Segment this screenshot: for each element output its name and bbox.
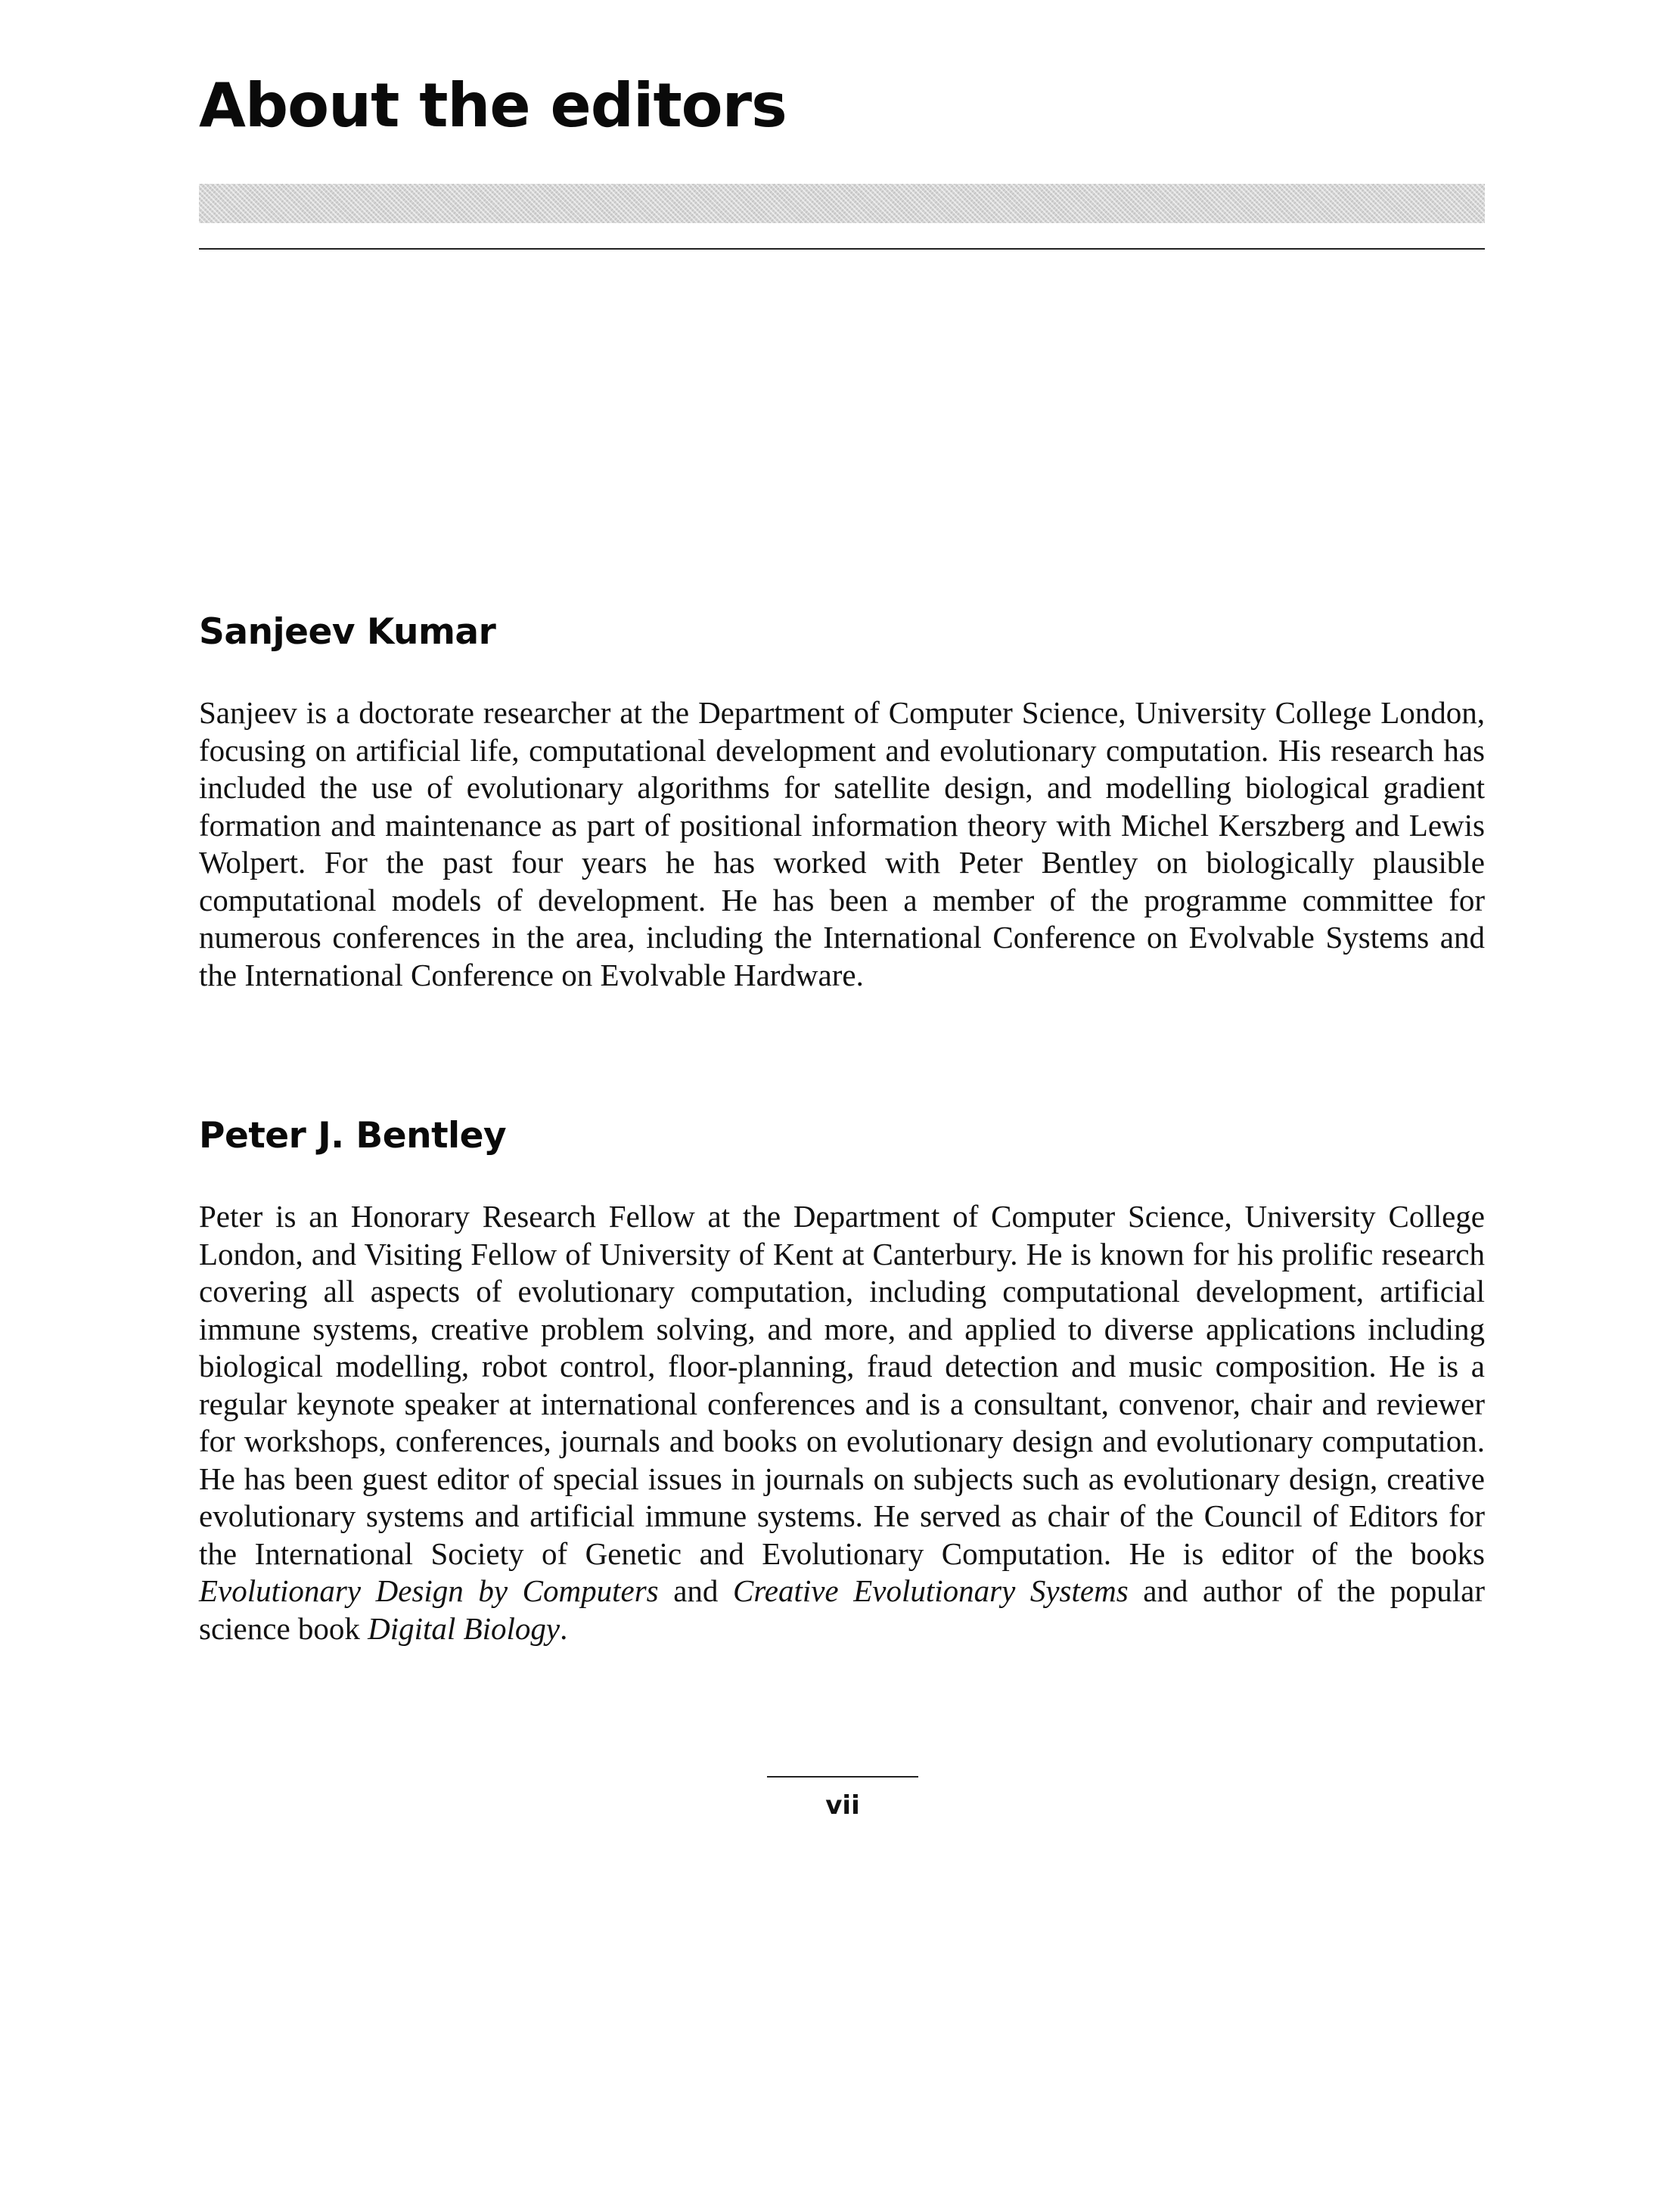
book-title-creative-evolutionary-systems: Creative Evolutionary Systems (732, 1573, 1129, 1608)
editor-name-bentley: Peter J. Bentley (199, 1115, 507, 1157)
title-underline-rule (199, 248, 1485, 250)
editor-bio-bentley (199, 1198, 1485, 1647)
book-title-digital-biology: Digital Biology (368, 1610, 561, 1646)
title-decorative-band (199, 184, 1485, 223)
bio-text: Peter is an Honorary Research Fellow at the Department of Computer Science, University College London, and Visiting Fellow of University of Kent at Canterbury. He is known for his prolific research covering all aspects of evolutionary computation, including computational development, artificial immune systems, creative problem solving, and more, and applied to diverse applications including biological modelling, robot control, floor-planning, fraud detection and music composition. He is a regular keynote speaker at international conferences and is a consultant, convenor, chair and reviewer for workshops, conferences, journals and books on evolutionary design and evolutionary computation. He has been guest editor of special issues in journals on subjects such as evolutionary design, creative evolutionary systems and artificial immune systems. He served as chair of the Council of Editors for the International Society of Genetic and Evolutionary Computation. He is editor of the books (199, 1199, 1485, 1571)
footer-rule (767, 1776, 918, 1778)
bio-connector: and (673, 1573, 719, 1608)
editor-bio-kumar: Sanjeev is a doctorate researcher at the Department of Computer Science, University College London, focusing on artificial life, computational development and evolutionary computation. His research has included the use of evolutionary algorithms for satellite design, and modelling biological gradient formation and maintenance as part of positional information theory with Michel Kerszberg and Lewis Wolpert. For the past four years he has worked with Peter Bentley on biologically plausible computational models of development. He has been a member of the programme committee for numerous conferences in the area, including the International Conference on Evolvable Systems and the International Conference on Evolvable Hardware. (199, 695, 1485, 992)
page-number: vii (825, 1790, 860, 1821)
bio-end-punctuation: . (560, 1610, 568, 1646)
bio-connector: and author of the popular science book (199, 1573, 1485, 1646)
book-title-evolutionary-design: Evolutionary Design by Computers (199, 1573, 659, 1608)
editor-name-kumar: Sanjeev Kumar (199, 611, 496, 653)
page-title: About the editors (199, 70, 787, 141)
